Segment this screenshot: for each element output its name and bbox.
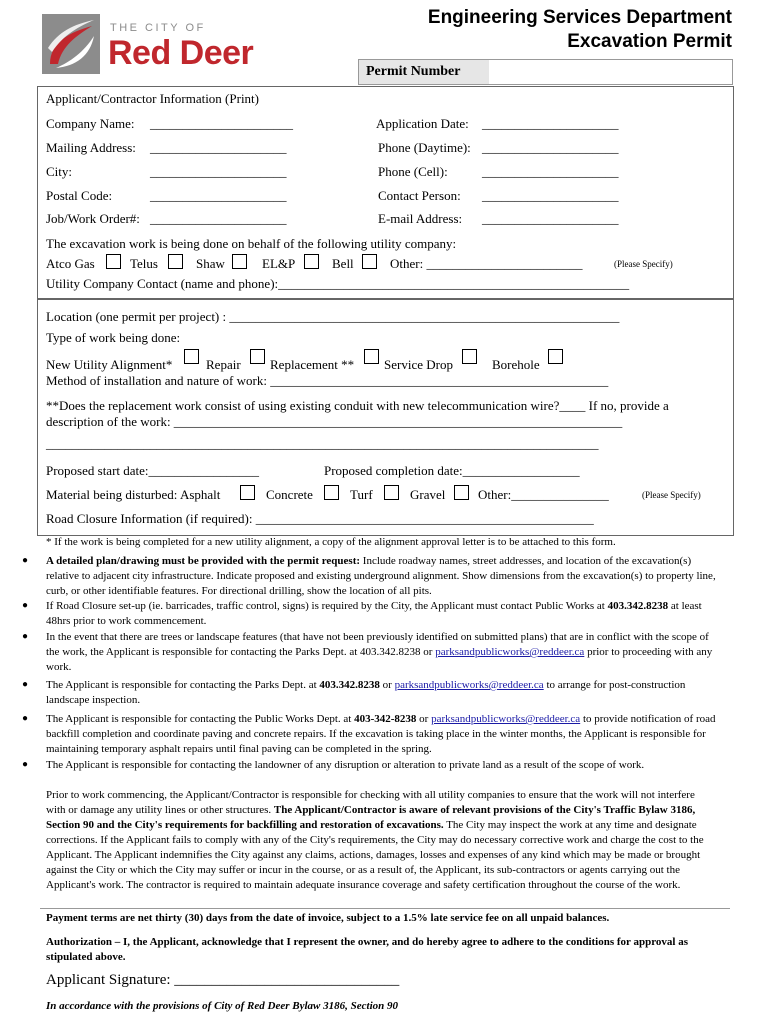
- logo-big-text: Red Deer: [108, 34, 254, 72]
- work-type-service-drop: Service Drop: [384, 357, 453, 372]
- service-drop-checkbox[interactable]: [462, 349, 477, 364]
- asphalt-checkbox[interactable]: [240, 485, 255, 500]
- bullet-3-text-b: prior to proceeding with any work.: [46, 646, 713, 673]
- bullet-5-text-c: to provide notification of road backfill completion and coordinate paving and concrete repairs. If the excavation is taking place in the winter months, the Applicant is responsible for maintaining temporary asphalt repairs until final paving can be completed in the spring.: [46, 713, 716, 755]
- authorization-text: Authorization – I, the Applicant, acknowledge that I represent the owner, and do hereby agree to adhere to the conditions for approval as stipulated above.: [46, 936, 688, 963]
- bullet-5: [46, 712, 716, 757]
- bullet-1: [46, 554, 716, 599]
- department-title: Engineering Services Department: [427, 7, 732, 28]
- utility-please-specify: (Please Specify): [614, 259, 673, 269]
- paragraph-text-a: Prior to work commencing, the Applicant/Contractor is responsible for checking with all utility companies to ensure that the work will not interfere with or damage any utility lines or other structures.: [46, 789, 695, 816]
- utility-option-telus: Telus: [130, 256, 158, 271]
- bullet-5-marker: ●: [22, 713, 29, 724]
- bullet-2-phone: 403.342.8238: [607, 600, 669, 612]
- paragraph-bold: The Applicant/Contractor is aware of relevant provisions of the City's Traffic Bylaw 3186, Section 90 and the City's requirements for backfilling and restoration of excavations.: [46, 804, 696, 831]
- bullet-4-marker: ●: [22, 679, 29, 690]
- phone-cell-label: Phone (Cell):: [378, 164, 448, 179]
- bullet-1-marker: ●: [22, 555, 29, 566]
- mailing-address-label: Mailing Address:: [46, 140, 136, 155]
- contact-person-label: Contact Person:: [378, 188, 461, 203]
- work-type-replacement: Replacement **: [270, 357, 355, 372]
- elp-checkbox[interactable]: [304, 254, 319, 269]
- postal-code-field[interactable]: _____________________: [150, 188, 287, 203]
- bullet-4-text-b: or: [379, 679, 395, 691]
- payment-divider: [40, 908, 730, 909]
- bullet-5-text-a: The Applicant is responsible for contacting the Public Works Dept. at: [46, 713, 355, 725]
- mailing-address-field[interactable]: _____________________: [150, 140, 287, 155]
- company-name-label: Company Name:: [46, 116, 135, 131]
- bullet-4-text-a: The Applicant is responsible for contacting the Parks Dept. at: [46, 679, 320, 691]
- work-type-repair: Repair: [206, 357, 241, 372]
- material-turf: Turf: [350, 487, 373, 502]
- material-other-field[interactable]: Other:_______________: [478, 487, 609, 502]
- bullet-6: [46, 758, 716, 773]
- bullet-1-bold: A detailed plan/drawing must be provided with the permit request:: [46, 555, 361, 567]
- turf-checkbox[interactable]: [384, 485, 399, 500]
- bell-checkbox[interactable]: [362, 254, 377, 269]
- bylaw-note: In accordance with the provisions of City of Red Deer Bylaw 3186, Section 90: [46, 1000, 398, 1012]
- work-type-new-alignment: New Utility Alignment*: [46, 357, 173, 372]
- responsibility-paragraph: [46, 788, 716, 893]
- bullet-4-email-link[interactable]: parksandpublicworks@reddeer.ca: [394, 679, 544, 691]
- paragraph-text-b: The City may inspect the work at any time and designate corrections. If the Applicant fails to comply with any of the City's requirements, the City may do necessary corrective work and charge the cost to the Applicant. The Applicant indemnifies the City against any claims, actions, damages, losses and expenses of any kind which may be made or brought against the City or which the City may suffer or incur in the course, or as a result of, the Applicant, its sub-contractors or agents carrying out the Applicant's work. The contractor is required to maintain adequate insurance coverage and safety certification throughout the course of the work.: [46, 819, 704, 891]
- bullet-5-phone: 403-342-8238: [354, 713, 417, 725]
- proposed-start-field[interactable]: Proposed start date:_________________: [46, 463, 260, 478]
- gravel-checkbox[interactable]: [454, 485, 469, 500]
- city-label: City:: [46, 164, 73, 179]
- permit-number-field[interactable]: [491, 60, 730, 84]
- permit-number-box: [358, 59, 733, 85]
- bullet-3-email-link[interactable]: parksandpublicworks@reddeer.ca: [435, 646, 585, 658]
- bullet-4: [46, 678, 716, 708]
- new-alignment-checkbox[interactable]: [184, 349, 199, 364]
- phone-daytime-field[interactable]: _____________________: [482, 140, 619, 155]
- job-work-order-label: Job/Work Order#:: [46, 211, 140, 226]
- location-field[interactable]: Location (one permit per project) : ____________________________________________________________: [46, 309, 620, 324]
- permit-number-label: Permit Number: [359, 60, 489, 84]
- shaw-checkbox[interactable]: [232, 254, 247, 269]
- bullet-5-text-b: or: [416, 713, 432, 725]
- type-of-work-label: Type of work being done:: [46, 330, 181, 345]
- applicant-section-title: Applicant/Contractor Information (Print): [46, 91, 260, 106]
- bullet-3: [46, 630, 716, 675]
- concrete-checkbox[interactable]: [324, 485, 339, 500]
- city-field[interactable]: _____________________: [150, 164, 287, 179]
- bullet-2-text-b: at least 48hrs prior to work commencement.: [46, 600, 702, 627]
- applicant-signature-field[interactable]: Applicant Signature: ______________________________: [46, 972, 400, 988]
- borehole-checkbox[interactable]: [548, 349, 563, 364]
- utility-option-atco: Atco Gas: [46, 256, 95, 271]
- bullet-5-email-link[interactable]: parksandpublicworks@reddeer.ca: [431, 713, 581, 725]
- email-label: E-mail Address:: [378, 211, 463, 226]
- bullet-3-text-a: In the event that there are trees or landscape features (that have not been previously identified on submitted plans) that are in conflict with the scope of the work, the Applicant is responsible for contacting the Parks Dept. at 403.342.8238 or: [46, 631, 709, 658]
- form-title: Excavation Permit: [567, 31, 732, 52]
- bullet-4-text-c: to arrange for post-construction landscape inspection.: [46, 679, 686, 706]
- alignment-note: * If the work is being completed for a new utility alignment, a copy of the alignment approval letter is to be attached to this form.: [46, 536, 616, 548]
- phone-cell-field[interactable]: _____________________: [482, 164, 619, 179]
- postal-code-label: Postal Code:: [46, 188, 113, 203]
- bullet-4-phone: 403.342.8238: [319, 679, 380, 691]
- replacement-question: **Does the replacement work consist of using existing conduit with new telecommunication wire?____ If no, provide a: [46, 398, 669, 413]
- job-work-order-field[interactable]: _____________________: [150, 211, 287, 226]
- bullet-3-marker: ●: [22, 631, 29, 642]
- utility-option-bell: Bell: [332, 256, 354, 271]
- replacement-checkbox[interactable]: [364, 349, 379, 364]
- application-date-label: Application Date:: [376, 116, 469, 131]
- material-gravel: Gravel: [410, 487, 446, 502]
- bullet-2-marker: ●: [22, 600, 29, 611]
- description-field[interactable]: description of the work: _____________________________________________________________________: [46, 414, 623, 429]
- payment-terms: Payment terms are net thirty (30) days from the date of invoice, subject to a 1.5% late service fee on all unpaid balances.: [46, 912, 610, 924]
- bullet-1-text: Include roadway names, street addresses, and location of the excavation(s) relative to adjacent city infrastructure. Indicate proposed and existing underground alignment. Show dimensions from the excavation(s) to property line, curb, or other identifiable features. For directional drilling, show the location of all pits.: [46, 555, 716, 597]
- city-logo: [40, 12, 280, 78]
- company-name-field[interactable]: ______________________: [150, 116, 293, 131]
- bullet-6-marker: ●: [22, 759, 29, 770]
- material-please-specify: (Please Specify): [642, 490, 701, 500]
- logo-small-text: THE CITY OF: [110, 22, 206, 34]
- utility-option-elp: EL&P: [262, 256, 296, 271]
- description-field-line2[interactable]: _____________________________________________________________________________________: [46, 436, 599, 451]
- bullet-6-text: The Applicant is responsible for contacting the landowner of any disruption or alteration to private land as a result of the scope of work.: [46, 759, 645, 771]
- method-field[interactable]: Method of installation and nature of work: ____________________________________________________: [46, 373, 609, 388]
- material-concrete: Concrete: [266, 487, 313, 502]
- utility-contact-field[interactable]: Utility Company Contact (name and phone):______________________________________________________: [46, 276, 630, 291]
- work-type-borehole: Borehole: [492, 357, 540, 372]
- contact-person-field[interactable]: _____________________: [482, 188, 619, 203]
- material-label: Material being disturbed: Asphalt: [46, 487, 221, 502]
- repair-checkbox[interactable]: [250, 349, 265, 364]
- telus-checkbox[interactable]: [168, 254, 183, 269]
- phone-daytime-label: Phone (Daytime):: [378, 140, 471, 155]
- utility-other-field[interactable]: Other: ________________________: [390, 256, 583, 271]
- bullet-2-text-a: If Road Closure set-up (ie. barricades, traffic control, signs) is required by the City, the Applicant must contact Public Works at: [46, 600, 608, 612]
- bullet-2: [46, 599, 716, 629]
- atco-checkbox[interactable]: [106, 254, 121, 269]
- road-closure-field[interactable]: Road Closure Information (if required): ____________________________________________________: [46, 511, 594, 526]
- application-date-field[interactable]: _____________________: [482, 116, 619, 131]
- red-deer-logo-mark-icon: [40, 12, 102, 76]
- proposed-completion-field[interactable]: Proposed completion date:__________________: [324, 463, 580, 478]
- utility-intro: The excavation work is being done on behalf of the following utility company:: [46, 236, 457, 251]
- utility-option-shaw: Shaw: [196, 256, 225, 271]
- email-field[interactable]: _____________________: [482, 211, 619, 226]
